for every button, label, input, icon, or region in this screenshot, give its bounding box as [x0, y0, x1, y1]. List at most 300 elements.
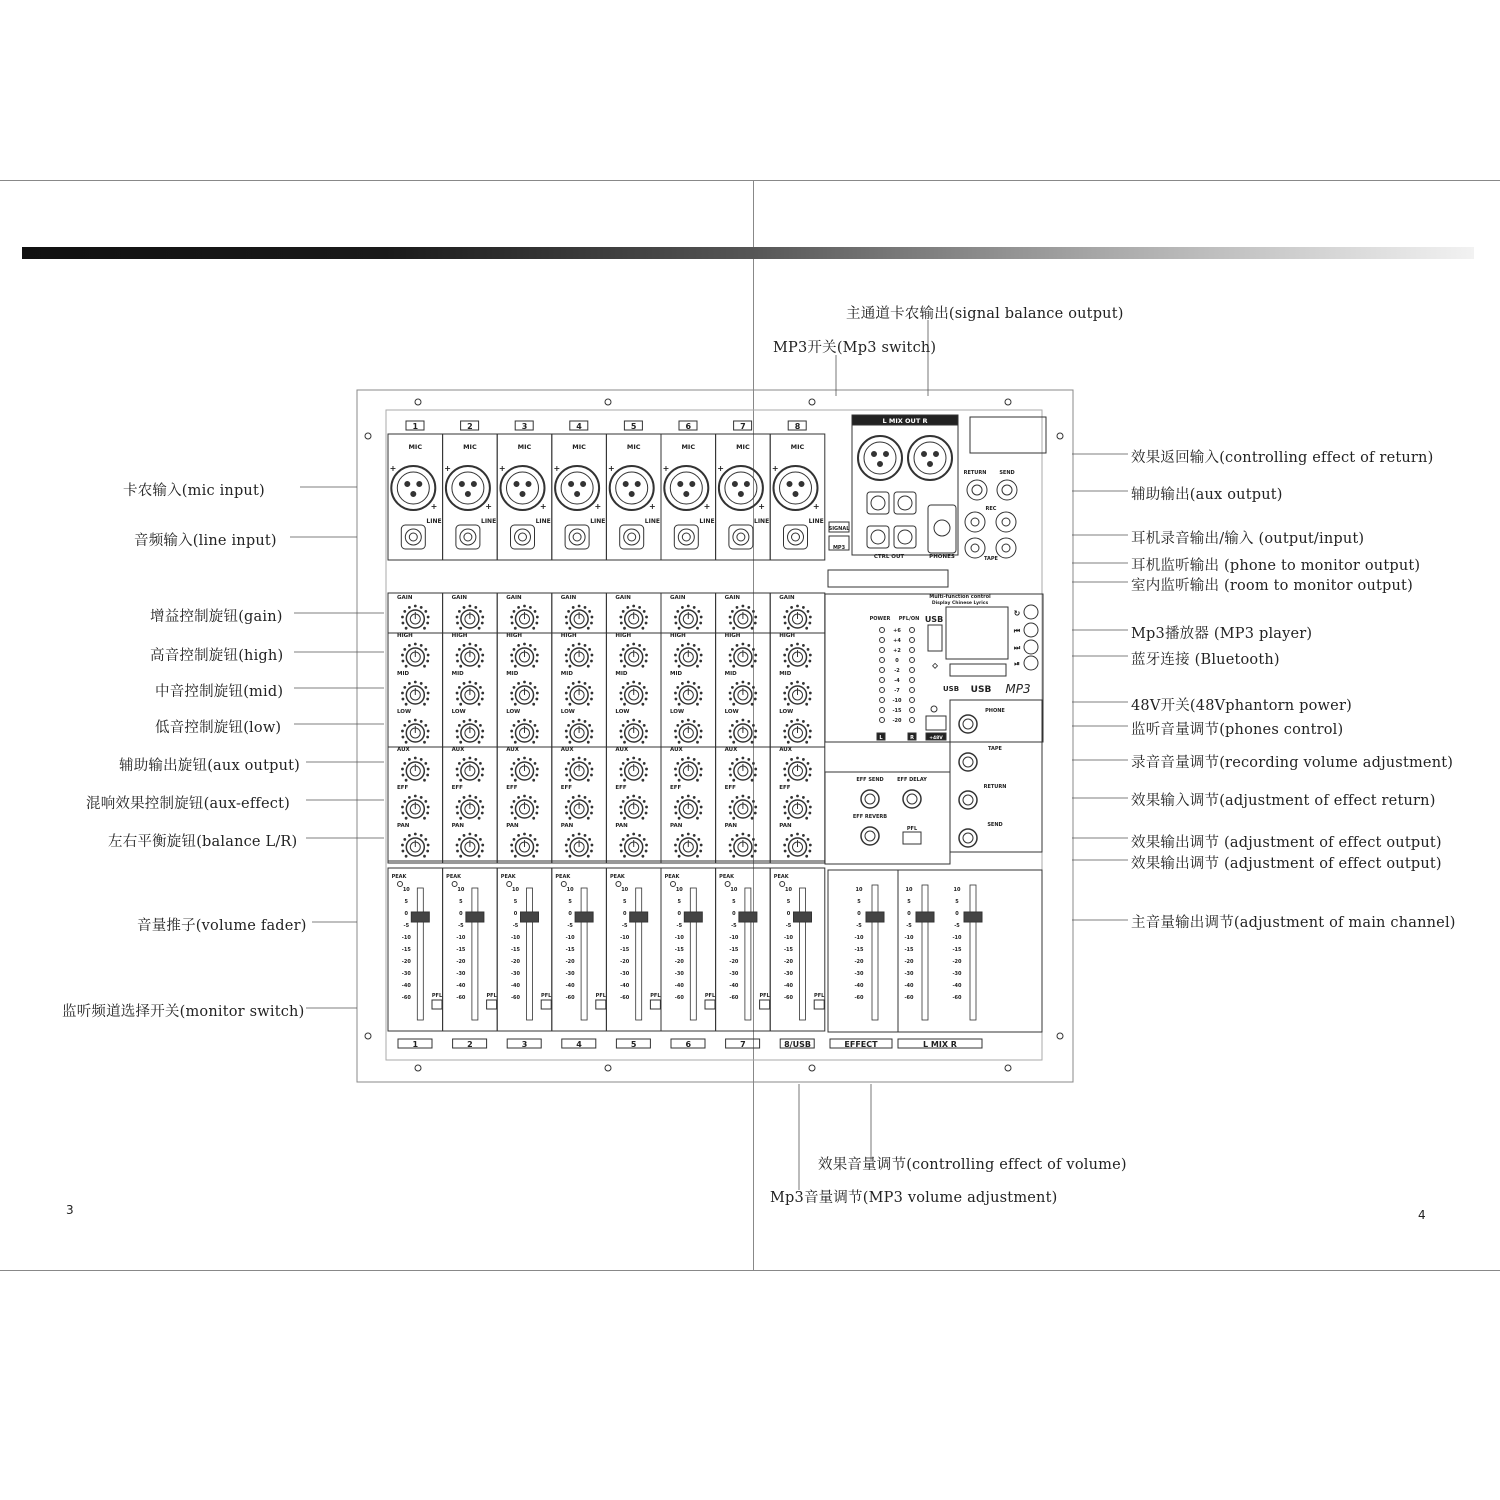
panel-screw [365, 1033, 371, 1039]
panel-screw [415, 399, 421, 405]
meter-led-r [910, 668, 915, 673]
knob-tick [518, 797, 520, 799]
xlr-mic-jack [446, 466, 490, 510]
master-fader-scale: 0 [907, 911, 911, 917]
knob-tick [587, 817, 589, 819]
knob-tick [569, 627, 571, 629]
xlr-pin [934, 452, 939, 457]
peak-led [452, 882, 457, 887]
knob-tick [729, 654, 731, 656]
knob-tick [591, 850, 593, 852]
callout-effect-volume: 效果音量调节(controlling effect of volume) [818, 1157, 1127, 1173]
fader-scale-label: 10 [512, 887, 519, 893]
knob-tick [787, 741, 789, 743]
master-fader-scale: -40 [854, 983, 864, 989]
knob-tick [753, 800, 755, 802]
knob-tick [584, 797, 586, 799]
knob-label: MID [724, 671, 737, 677]
fader-scale-label: -40 [729, 983, 739, 989]
knob-tick [787, 855, 789, 857]
knob-tick [687, 833, 689, 835]
knob-tick [806, 779, 808, 781]
pfl-button [705, 1000, 715, 1009]
callout-line-input: 音频输入(line input) [134, 533, 277, 549]
knob-tick [803, 835, 805, 837]
knob-tick [733, 779, 735, 781]
knob-tick [677, 610, 679, 612]
knob-tick [404, 686, 406, 688]
peak-label: PEAK [719, 874, 735, 880]
channel-number-bottom: 6 [685, 1040, 692, 1049]
knob-tick [565, 654, 567, 656]
knob-tick [678, 855, 680, 857]
master-fader-scale: -10 [904, 935, 914, 941]
knob-tick [807, 838, 809, 840]
knob-tick [730, 736, 732, 738]
knob-tick [803, 683, 805, 685]
fader-scale-label: -15 [674, 947, 684, 953]
knob-tick [513, 724, 515, 726]
monitor-knob [959, 715, 977, 733]
fader-scale-label: 5 [677, 899, 682, 905]
knob-tick [513, 800, 515, 802]
knob-tick [733, 741, 735, 743]
knob-tick [566, 850, 568, 852]
panel-screw [365, 433, 371, 439]
knob-tick [797, 833, 799, 835]
knob-tick [784, 692, 786, 694]
fader-scale-label: -5 [567, 923, 573, 929]
knob-tick [700, 692, 702, 694]
knob-tick [402, 844, 404, 846]
meter-led-l [880, 678, 885, 683]
knob-tick [730, 698, 732, 700]
peak-led [561, 882, 566, 887]
knob-tick [427, 806, 429, 808]
fader-scale-label: -15 [401, 947, 411, 953]
multi-function-label: Multi-function control [929, 594, 991, 600]
knob-tick [478, 627, 480, 629]
knob-tick [643, 648, 645, 650]
knob-label: PAN [451, 823, 464, 829]
knob-tick [457, 660, 459, 662]
knob-tick [414, 681, 416, 683]
knob-tick [645, 774, 647, 776]
fader-scale-label: 5 [459, 899, 463, 905]
knob-tick [408, 607, 410, 609]
knob-tick [511, 850, 513, 852]
effect-knob-section [825, 772, 950, 864]
knob-tick [633, 795, 635, 797]
knob-tick [633, 605, 635, 607]
knob-tick [753, 762, 755, 764]
panel-screw [809, 399, 815, 405]
knob-tick [572, 835, 574, 837]
knob-tick [700, 774, 702, 776]
plus-mark: + [771, 464, 779, 473]
knob-tick [475, 683, 477, 685]
knob-tick [572, 683, 574, 685]
knob-tick [424, 665, 426, 667]
knob-tick [530, 683, 532, 685]
usb-port [928, 625, 942, 651]
rca-jack [965, 512, 985, 532]
knob-label: AUX [779, 747, 792, 753]
knob-tick [475, 759, 477, 761]
knob-tick [584, 645, 586, 647]
knob-tick [620, 692, 622, 694]
fader-scale-label: -20 [510, 959, 521, 965]
xlr-output-jack [858, 436, 902, 480]
knob-tick [791, 683, 793, 685]
knob-tick [402, 850, 404, 852]
xlr-pin [520, 492, 525, 497]
knob-label: HIGH [670, 633, 686, 639]
knob-tick [806, 627, 808, 629]
knob-label: HIGH [724, 633, 741, 639]
channel-number-bottom: 3 [521, 1040, 528, 1049]
knob-tick [589, 686, 591, 688]
knob-tick [624, 779, 626, 781]
knob-tick [536, 616, 538, 618]
mic-label: MIC [517, 443, 532, 451]
knob-tick [687, 681, 689, 683]
knob-tick [646, 844, 648, 846]
page-number-left: 3 [66, 1203, 74, 1217]
knob-label: LOW [779, 709, 794, 715]
knob-tick [533, 817, 535, 819]
plus-mark: + [498, 464, 506, 473]
knob-label: GAIN [560, 595, 577, 601]
knob-tick [524, 795, 526, 797]
fader-scale-label: -10 [456, 935, 466, 941]
master-fader-scale: -40 [952, 983, 962, 989]
knob-tick [425, 686, 427, 688]
knob-tick [755, 806, 757, 808]
knob-tick [622, 610, 624, 612]
knob-tick [408, 759, 410, 761]
knob-tick [481, 622, 483, 624]
knob-tick [458, 610, 460, 612]
ctrl-out-jack-frame [867, 492, 889, 514]
meter-r-label: R [910, 735, 914, 741]
knob-tick [565, 768, 567, 770]
knob-label: EFF [506, 785, 518, 791]
knob-tick [480, 724, 482, 726]
fader-scale-label: 10 [402, 887, 410, 893]
knob-tick [786, 838, 788, 840]
knob-tick [513, 838, 515, 840]
knob-tick [457, 850, 459, 852]
knob-label: GAIN [615, 595, 631, 601]
phones-jack [934, 520, 950, 536]
fader-scale-label: 10 [457, 887, 465, 893]
fader-scale-label: -60 [674, 995, 684, 1001]
knob-tick [481, 660, 483, 662]
fader-scale-label: 0 [732, 911, 736, 917]
knob-tick [591, 616, 593, 618]
knob-tick [402, 736, 404, 738]
channel-fader-section [443, 868, 498, 1031]
knob-tick [624, 627, 626, 629]
knob-tick [731, 610, 733, 612]
knob-tick [624, 703, 626, 705]
knob-label: LOW [451, 709, 466, 715]
knob-tick [751, 855, 753, 857]
knob-tick [463, 797, 465, 799]
master-fader-scale: -60 [904, 995, 914, 1001]
master-fader-scale: -5 [906, 923, 912, 929]
ctrl-out-jack [898, 530, 912, 544]
knob-tick [698, 838, 700, 840]
knob-tick [620, 616, 622, 618]
meter-led-r [910, 688, 915, 693]
knob-tick [589, 838, 591, 840]
knob-tick [591, 774, 593, 776]
effect-knob [903, 790, 921, 808]
line-label: LINE [535, 518, 551, 525]
knob-tick [469, 757, 471, 759]
knob-tick [533, 627, 535, 629]
knob-tick [536, 812, 538, 814]
knob-tick [524, 605, 526, 607]
fader-scale-label: 10 [675, 887, 683, 893]
knob-tick [646, 806, 648, 808]
knob-tick [578, 795, 580, 797]
knob-tick [755, 844, 757, 846]
fader-scale-label: -40 [674, 983, 684, 989]
meter-scale-label: -15 [892, 708, 902, 714]
knob-tick [589, 762, 591, 764]
knob-tick [627, 759, 629, 761]
fader-scale-label: -5 [676, 923, 683, 929]
knob-tick [469, 795, 471, 797]
knob-tick [463, 683, 465, 685]
xlr-mic-jack [610, 466, 654, 510]
knob-tick [731, 648, 733, 650]
channel-number-bottom: 4 [576, 1040, 582, 1049]
channel-fader-section [552, 868, 607, 1031]
xlr-pin [793, 492, 798, 497]
callout-aux-output-knob: 辅助输出旋钮(aux output) [119, 758, 301, 774]
knob-tick [645, 812, 647, 814]
fader-scale-label: -10 [510, 935, 521, 941]
knob-tick [784, 736, 786, 738]
master-fader-scale: 5 [857, 899, 861, 905]
fader-knob [630, 912, 648, 922]
xlr-mic-jack-inner [561, 472, 593, 504]
knob-tick [681, 683, 683, 685]
knob-tick [675, 660, 677, 662]
fader-scale-label: -20 [783, 959, 794, 965]
effect-knob-cap [865, 831, 875, 841]
knob-label: EFF [779, 785, 791, 791]
knob-tick [806, 855, 808, 857]
master-fader-scale: -20 [952, 959, 962, 965]
knob-tick [534, 648, 536, 650]
knob-tick [806, 665, 808, 667]
knob-tick [754, 812, 756, 814]
phones-label: PHONES [929, 554, 955, 560]
knob-tick [457, 698, 459, 700]
knob-tick [700, 730, 702, 732]
knob-tick [427, 692, 429, 694]
knob-tick [627, 835, 629, 837]
monitor-knob-cap [963, 719, 973, 729]
fader-scale-label: -10 [401, 935, 411, 941]
mic-label: MIC [408, 443, 423, 451]
play-pause-icon: ⏯ [1014, 660, 1020, 668]
xlr-output-jack-inner [864, 442, 896, 474]
knob-tick [568, 838, 570, 840]
monitor-knob-label: PHONE [985, 708, 1005, 714]
knob-tick [697, 779, 699, 781]
knob-label: EFF [397, 785, 409, 791]
pfl-button [487, 1000, 497, 1009]
knob-tick [414, 643, 416, 645]
knob-tick [427, 654, 429, 656]
monitor-knob-cap [963, 795, 973, 805]
knob-tick [475, 721, 477, 723]
knob-tick [797, 643, 799, 645]
knob-tick [518, 835, 520, 837]
knob-tick [730, 660, 732, 662]
effect-knob [861, 790, 879, 808]
knob-tick [678, 741, 680, 743]
knob-tick [591, 806, 593, 808]
line-jack [788, 529, 804, 545]
knob-tick [427, 844, 429, 846]
knob-tick [587, 627, 589, 629]
meter-led-l [880, 668, 885, 673]
knob-tick [481, 698, 483, 700]
knob-label: GAIN [506, 595, 522, 601]
knob-tick [405, 779, 407, 781]
knob-tick [751, 741, 753, 743]
knob-tick [478, 741, 480, 743]
callout-mid: 中音控制旋钮(mid) [155, 684, 284, 700]
knob-tick [420, 607, 422, 609]
knob-tick [424, 817, 426, 819]
fader-scale-label: -15 [565, 947, 575, 953]
knob-tick [678, 817, 680, 819]
knob-tick [797, 681, 799, 683]
effect-knob-cap [865, 794, 875, 804]
knob-tick [568, 686, 570, 688]
plus-mark: + [717, 464, 724, 473]
peak-label: PEAK [500, 874, 516, 880]
knob-label: MID [397, 671, 410, 677]
knob-tick [786, 800, 788, 802]
knob-tick [642, 779, 644, 781]
knob-label: EFF [724, 785, 736, 791]
knob-tick [681, 759, 683, 761]
knob-tick [693, 645, 695, 647]
master-fader-scale: 0 [857, 911, 861, 917]
knob-tick [809, 692, 811, 694]
knob-tick [809, 774, 811, 776]
knob-tick [639, 645, 641, 647]
knob-tick [591, 768, 593, 770]
knob-tick [624, 855, 626, 857]
effect-fader-knob [866, 912, 884, 922]
knob-label: MID [560, 671, 573, 677]
knob-tick [642, 627, 644, 629]
master-fader-scale: -30 [904, 971, 914, 977]
knob-tick [511, 692, 513, 694]
repeat-icon: ↻ [1013, 609, 1021, 618]
knob-tick [457, 622, 459, 624]
xlr-mic-jack-inner [780, 472, 812, 504]
knob-tick [677, 800, 679, 802]
knob-tick [480, 686, 482, 688]
knob-tick [404, 648, 406, 650]
pfl-button [432, 1000, 442, 1009]
knob-tick [584, 607, 586, 609]
knob-tick [753, 686, 755, 688]
knob-tick [729, 806, 731, 808]
master-fader-scale: 10 [855, 887, 863, 893]
fader-scale-label: -30 [565, 971, 575, 977]
knob-tick [513, 648, 515, 650]
line-label: LINE [754, 518, 770, 525]
knob-tick [754, 660, 756, 662]
peak-led [507, 882, 512, 887]
aux-jack [967, 480, 987, 500]
xlr-pin [872, 452, 877, 457]
knob-tick [733, 665, 735, 667]
xlr-mic-jack-inner [507, 472, 539, 504]
knob-tick [697, 817, 699, 819]
tape-label: TAPE [984, 556, 998, 562]
knob-tick [405, 855, 407, 857]
knob-tick [405, 741, 407, 743]
ctrl-out-label: CTRL OUT [873, 554, 905, 560]
knob-label: PAN [670, 823, 683, 829]
fader-scale-label: -60 [565, 995, 575, 1001]
knob-tick [420, 645, 422, 647]
knob-tick [697, 741, 699, 743]
knob-tick [784, 616, 786, 618]
knob-label: LOW [506, 709, 521, 715]
knob-tick [698, 648, 700, 650]
knob-tick [797, 795, 799, 797]
fader-scale-label: -40 [401, 983, 411, 989]
knob-tick [675, 730, 677, 732]
effect-knob [861, 827, 879, 845]
knob-tick [748, 607, 750, 609]
knob-tick [533, 855, 535, 857]
knob-tick [784, 850, 786, 852]
knob-tick [736, 835, 738, 837]
master-fader-scale: -15 [904, 947, 914, 953]
knob-label: PAN [506, 823, 519, 829]
knob-tick [568, 610, 570, 612]
knob-tick [511, 768, 513, 770]
knob-tick [678, 779, 680, 781]
peak-label: PEAK [446, 874, 462, 880]
knob-tick [404, 724, 406, 726]
knob-tick [518, 759, 520, 761]
fader-scale-label: -40 [456, 983, 466, 989]
callout-mic-input: 卡农输入(mic input) [123, 483, 265, 499]
knob-tick [639, 607, 641, 609]
pfl-label: PFL [814, 993, 825, 999]
master-fader-scale: -40 [904, 983, 914, 989]
xlr-output-jack-inner [914, 442, 946, 474]
pfl-button [541, 1000, 551, 1009]
knob-tick [729, 768, 731, 770]
